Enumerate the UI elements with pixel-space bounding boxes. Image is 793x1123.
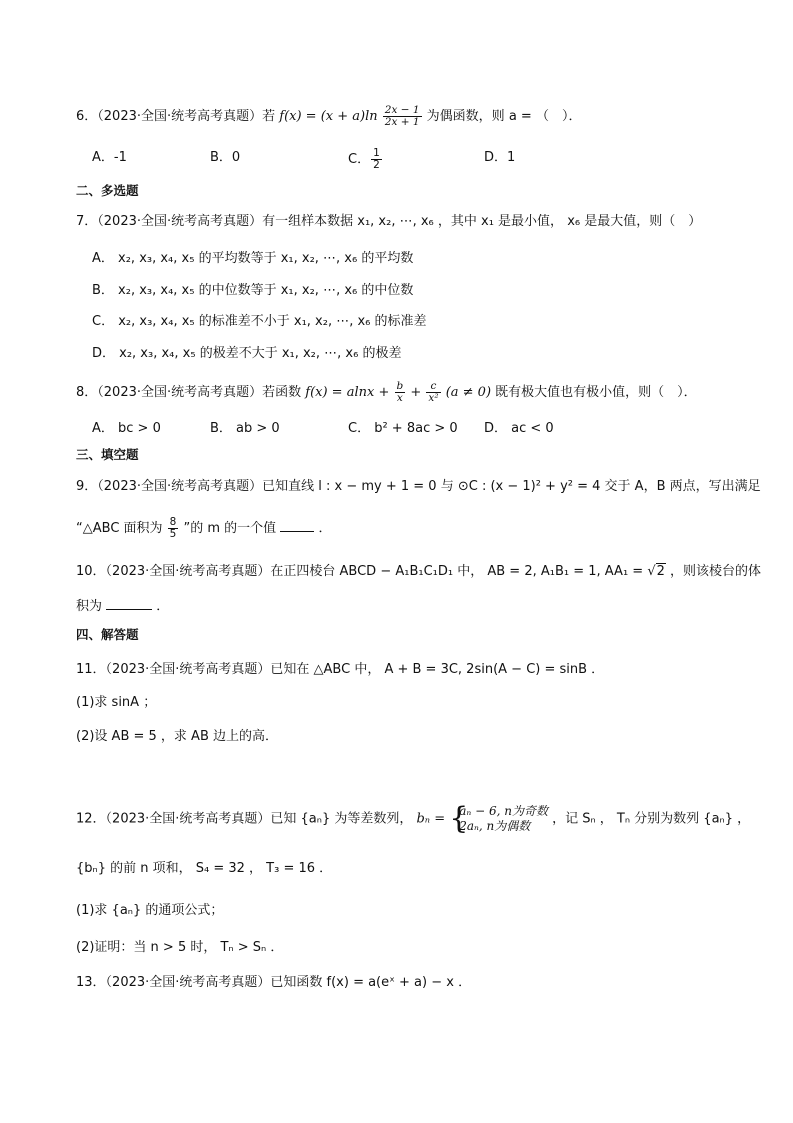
q6-frac-num: 2x − 1 [384, 104, 420, 116]
question-7: 7．（2023·全国·统考高考真题）有一组样本数据 x₁, x₂, ⋯, x₆ ，其中 x₁ 是最小值， x₆ 是最大值，则（ ） [76, 214, 702, 229]
section-heading-multiple-choice: 二、多选题 [76, 183, 139, 198]
q7-option-b[interactable]: B． x₂, x₃, x₄, x₅ 的中位数等于 x₁, x₂, ⋯, x₆ 的中位数 [92, 283, 414, 298]
q9-frac-den: 5 [169, 528, 177, 540]
q6-tail: a = （ ）． [508, 109, 582, 124]
q6-option-c-num: 1 [373, 147, 380, 159]
q8-option-a[interactable]: A． bc > 0 [92, 421, 161, 436]
q9-fraction [168, 517, 179, 540]
q9-line2-end: ． [318, 521, 332, 536]
q6-option-b[interactable]: B．0 [210, 150, 241, 165]
q10-line1-b: ，则该棱台的体 [670, 564, 762, 579]
q7-option-d[interactable]: D． x₂, x₃, x₄, x₅ 的极差不大于 x₁, x₂, ⋯, x₆ 的极差 [92, 346, 402, 361]
q8-condition: (a ≠ 0) [445, 385, 492, 400]
q8-fraction-b [395, 381, 406, 404]
q8-frac1-den: x [396, 392, 403, 404]
q12-case-even: 2aₙ, n为偶数 [459, 819, 531, 833]
q6-function: f(x) = (x + a)ln [279, 109, 378, 124]
q8-option-b[interactable]: B． ab > 0 [210, 421, 280, 436]
q9-answer-blank[interactable] [280, 519, 314, 532]
q6-option-c-den: 2 [373, 159, 380, 171]
q8-function: f(x) = alnx + [305, 385, 390, 400]
q12-prefix: 12．（2023·全国·统考高考真题）已知 {aₙ} 为等差数列， [76, 811, 413, 827]
q12-part-2: (2)证明：当 n > 5 时， Tₙ > Sₙ ． [76, 940, 284, 955]
q10-sqrt-value: 2 [656, 564, 665, 579]
question-10-line-1 [76, 562, 761, 582]
q9-line2-b: ”的 m 的一个值 [183, 521, 277, 536]
question-8 [76, 381, 697, 404]
q12-suffix: ，记 Sₙ ， Tₙ 分别为数列 {aₙ} ， [552, 811, 751, 827]
q10-line2-end: ． [156, 599, 170, 614]
q6-suffix: 为偶函数，则 [426, 109, 505, 124]
question-12-line-2: {bₙ} 的前 n 项和， S₄ = 32 ， T₃ = 16 ． [76, 861, 333, 876]
q7-option-c[interactable]: C． x₂, x₃, x₄, x₅ 的标准差不小于 x₁, x₂, ⋯, x₆ 的标准差 [92, 314, 427, 329]
q8-frac2-den: x² [428, 392, 439, 404]
q10-sqrt-symbol: √ [647, 564, 656, 579]
q8-option-c[interactable]: C． b² + 8ac > 0 [348, 421, 458, 436]
question-9-line-1: 9．（2023·全国·统考高考真题）已知直线 l : x − my + 1 = 0 与 ⊙C : (x − 1)² + y² = 4 交于 A，B 两点，写出满足 [76, 479, 761, 494]
q8-plus: + [410, 385, 422, 400]
q6-option-a[interactable]: A．-1 [92, 150, 127, 165]
q8-frac2-num: c [426, 381, 440, 393]
q8-options [92, 419, 732, 441]
q12-bn: bₙ = [416, 811, 446, 827]
question-9-line-2 [76, 517, 331, 540]
q9-line2-a: “△ABC 面积为 [76, 521, 163, 536]
q6-option-d[interactable]: D．1 [484, 150, 516, 165]
q10-answer-blank[interactable] [106, 597, 152, 610]
question-6 [76, 105, 581, 128]
q11-part-2: (2)设 AB = 5 ，求 AB 边上的高． [76, 729, 278, 744]
q9-frac-num: 8 [169, 516, 177, 528]
q6-fraction [383, 105, 422, 128]
q12-brace: { [449, 801, 469, 836]
q8-prefix: 8．（2023·全国·统考高考真题）若函数 [76, 385, 302, 400]
q6-option-c-label: C． [348, 152, 371, 167]
section-heading-fill-in: 三、填空题 [76, 447, 139, 462]
question-13: 13．（2023·全国·统考高考真题）已知函数 f(x) = a(eˣ + a) − x ． [76, 975, 472, 990]
q8-option-d[interactable]: D． ac < 0 [484, 421, 554, 436]
q12-case-odd: aₙ − 6, n为奇数 [459, 804, 548, 818]
q8-fraction-c [426, 381, 440, 404]
q6-frac-den: 2x + 1 [384, 116, 420, 128]
q8-frac1-num: b [396, 380, 404, 392]
q10-line2: 积为 [76, 599, 103, 614]
q11-part-1: (1)求 sinA ； [76, 695, 157, 710]
q6-option-c-fraction [371, 148, 382, 171]
question-10-line-2 [76, 597, 169, 617]
q12-piecewise [449, 801, 548, 836]
q7-option-a[interactable]: A． x₂, x₃, x₄, x₅ 的平均数等于 x₁, x₂, ⋯, x₆ 的平均数 [92, 251, 414, 266]
q8-suffix: 既有极大值也有极小值，则（ ）． [495, 385, 697, 400]
q10-line1-a: 10．（2023·全国·统考高考真题）在正四棱台 ABCD − A₁B₁C₁D₁ 中， AB = 2, A₁B₁ = 1, AA₁ = [76, 564, 644, 579]
q6-prefix: 6．（2023·全国·统考高考真题）若 [76, 109, 276, 124]
q6-options [92, 148, 732, 170]
question-12-line-1 [76, 801, 751, 836]
q12-part-1: (1)求 {aₙ} 的通项公式； [76, 903, 224, 918]
q6-option-c[interactable] [348, 148, 383, 171]
question-11: 11．（2023·全国·统考高考真题）已知在 △ABC 中， A + B = 3C, 2sin(A − C) = sinB ． [76, 662, 605, 677]
section-heading-solutions: 四、解答题 [76, 627, 139, 642]
